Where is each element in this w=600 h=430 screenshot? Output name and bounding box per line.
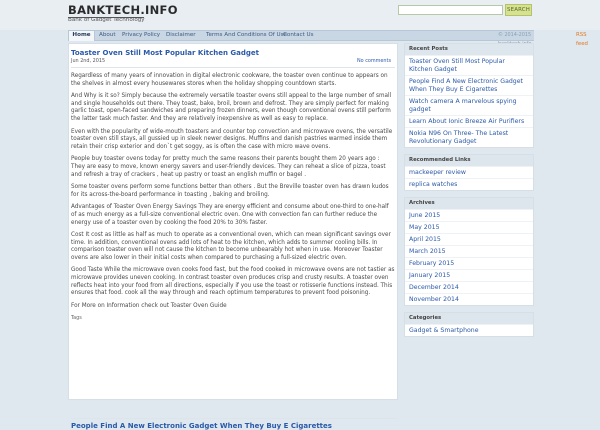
widget-heading: Archives xyxy=(405,198,533,209)
archive-link[interactable]: March 2015 xyxy=(405,245,533,257)
archive-link[interactable]: June 2015 xyxy=(405,209,533,221)
archive-link[interactable]: January 2015 xyxy=(405,269,533,281)
recommended-links-widget xyxy=(404,154,534,191)
post-paragraph: Advantages of Toaster Oven Energy Savings They are energy efficient and consume about one-third to one-half of as much energy as a full-size conventional electric oven. One with convection fan can further reduce the energy use of a toaster oven by cooking the food 20% to 30% faster. xyxy=(71,204,389,226)
post-meta xyxy=(71,58,395,66)
post-paragraph: Good Taste While the microwave oven cooks food fast, but the food cooked in microwave ovens are not tastier as microwave provides uneven cooking. In contrast toaster oven produces crisp and crusty results. A toaster oven reflects heat into your food from all directions, especially if you use the toast or rotisserie functions instead. This ensures that food. cook all the way through and reach optimum temperatures to prevent food poisoning. xyxy=(71,267,395,297)
sidebar xyxy=(404,43,534,343)
post-paragraph: Even with the popularity of wide-mouth toasters and counter top convection and microwave ovens, the versatile toaster oven still stays, all gussied up in sleek newer designs. Muffins and danish pastries warmed inside them retain their crisp exterior and don`t get soggy, as is often the case with micro wave ovens. xyxy=(71,128,393,150)
archive-link[interactable]: December 2014 xyxy=(405,281,533,293)
post-paragraph: And Why is it so? Simply because the extremely versatile toaster ovens still appeal to the large number of small and single households out there. They toast, bake, broil, brown and defrost. They are simply perfect for making garlic toast, open-faced sandwiches and preparing frozen dinners, even though conventional ovens still perform the latter task much faster. And they are relatively inexpensive as well as easy to replace. xyxy=(71,93,392,122)
recent-post-link[interactable]: People Find A New Electronic Gadget When They Buy E Cigarettes xyxy=(405,75,533,95)
widget-heading: Categories xyxy=(405,313,533,324)
site-tagline: Bank of Gadget Technology xyxy=(68,17,145,23)
site-logo[interactable] xyxy=(68,3,178,18)
recent-posts-widget xyxy=(404,43,534,148)
widget-heading: Recent Posts xyxy=(405,44,533,55)
nav-item-home[interactable]: Home xyxy=(68,31,95,41)
widget-heading: Recommended Links xyxy=(405,155,533,166)
category-link[interactable]: Gadget & Smartphone xyxy=(405,324,533,336)
main-nav xyxy=(68,30,588,47)
rss-feed-link[interactable]: RSS feed xyxy=(576,32,588,47)
next-post-title[interactable]: People Find A New Electronic Gadget When They Buy E Cigarettes xyxy=(71,418,397,430)
post-paragraph: Some toaster ovens perform some functions better than others . But the Breville toaster oven has drawn kudos for its across-the-board performance in toasting , baking and broiling. xyxy=(71,184,389,198)
post-tags-label: Tags xyxy=(71,315,82,322)
post-paragraph: For More on Information check out Toaster Oven Guide xyxy=(71,302,227,309)
post-paragraph: Regardless of many years of innovation in digital electronic cookware, the toaster oven continue to appears on the shelves in almost every housewares stores when the holiday shopping countdown starts. xyxy=(71,73,388,87)
recent-post-link[interactable]: Watch camera A marvelous spying gadget xyxy=(405,95,533,115)
nav-item-privacy-policy[interactable]: Privacy Policy xyxy=(122,32,161,38)
recommended-link[interactable]: mackeeper review xyxy=(405,166,533,178)
recent-post-link[interactable]: Learn About Ionic Breeze Air Purifiers xyxy=(405,115,533,127)
search-input[interactable] xyxy=(398,5,503,15)
search-button[interactable]: SEARCH xyxy=(505,4,532,16)
nav-item-contact-us[interactable]: Contact Us xyxy=(283,32,314,38)
archive-link[interactable]: April 2015 xyxy=(405,233,533,245)
archive-link[interactable]: November 2014 xyxy=(405,293,533,305)
recent-post-link[interactable]: Toaster Oven Still Most Popular Kitchen Gadget xyxy=(405,55,533,75)
site-header xyxy=(0,0,600,30)
post-title[interactable]: Toaster Oven Still Most Popular Kitchen Gadget xyxy=(71,49,259,57)
post-date: Jun 2nd, 2015 xyxy=(71,58,106,64)
post-paragraph: People buy toaster ovens today for pretty much the same reasons their parents bought them 20 years ago : They are easy to move, known energy savers and user-friendly devices. They can reheat a slice of pizza, toast and refresh a tray of crackers , heat up pastry or toast an english muffin or bagel . xyxy=(71,156,386,178)
archive-link[interactable]: February 2015 xyxy=(405,257,533,269)
site-title[interactable]: BANKTECH.INFO xyxy=(68,3,178,17)
post-paragraph: Cost It cost as little as half as much to operate as a conventional oven, which can mean significant savings over time. In addition, conventional ovens add lots of heat to the kitchen, which adds to summer cooling bills. In comparison toaster oven will not cause the kitchen to become unbearably hot when in use. Moreover Toaster ovens are also lower in their initial costs when compared to purchasing a full-sized electric oven. xyxy=(71,232,391,261)
archive-link[interactable]: May 2015 xyxy=(405,221,533,233)
archives-widget xyxy=(404,197,534,306)
post-divider xyxy=(71,67,395,68)
recommended-link[interactable]: replica watches xyxy=(405,178,533,190)
post-comments-link[interactable]: No comments xyxy=(357,58,391,64)
recent-post-link[interactable]: Nokia N96 On Three- The Latest Revolutionary Gadget xyxy=(405,127,533,147)
nav-item-about[interactable]: About xyxy=(99,32,116,38)
categories-widget xyxy=(404,312,534,337)
nav-item-disclaimer[interactable]: Disclaimer xyxy=(166,32,196,38)
main-content xyxy=(68,43,398,430)
nav-item-terms[interactable]: Terms And Conditions Of Use xyxy=(206,32,287,38)
copyright-text: © 2014-2015 xyxy=(498,32,532,38)
